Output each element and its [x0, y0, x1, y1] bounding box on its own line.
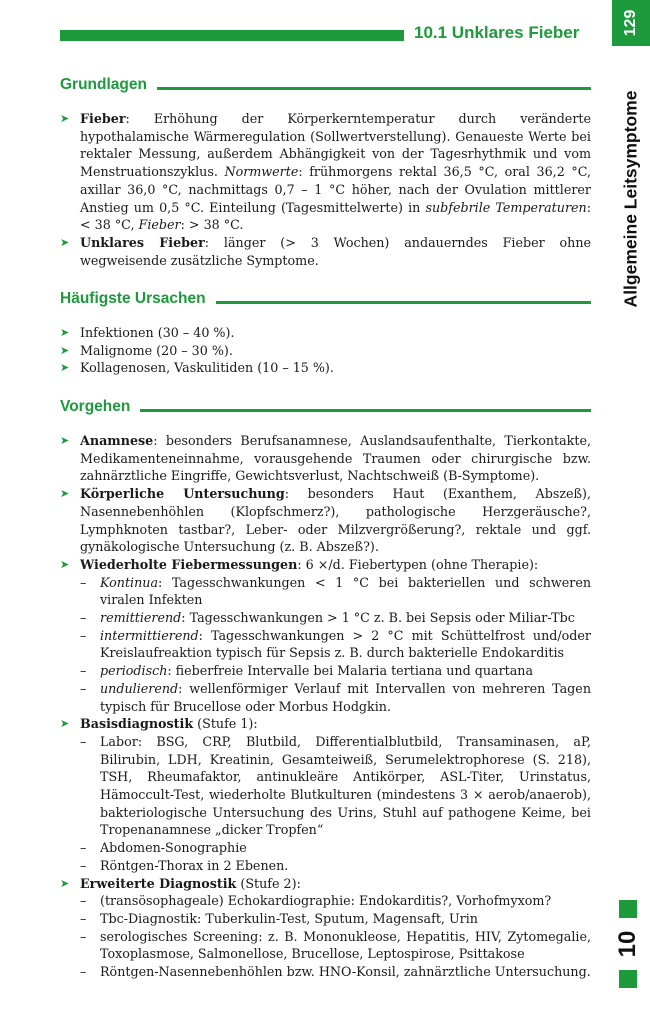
item-text: : frühmorgens rektal 36,5 °C, oral 36,2 °C, axillar 36,0 °C, nachmittags 0,7 – 1 °C höher, nach der Ovulation mittlerer Anstieg um 0,5 °C. Einteilung (Tagesmittelwerte) in: [80, 164, 591, 215]
sub-item-text: Röntgen-Thorax in 2 Ebenen.: [100, 857, 289, 873]
chapter-marker: [619, 900, 637, 918]
sub-item-text: : Tagesschwankungen > 1 °C z. B. bei Sepsis oder Miliar-Tbc: [181, 610, 575, 626]
triangle-bullet-icon: ➤: [60, 434, 70, 447]
triangle-bullet-icon: ➤: [60, 343, 70, 357]
list-item: [60, 342, 591, 360]
dash-bullet-icon: –: [80, 733, 87, 749]
page-number-tab: [612, 0, 650, 46]
term-koerperliche-untersuchung: Körperliche Untersuchung: [80, 486, 285, 502]
triangle-bullet-icon: ➤: [60, 112, 70, 125]
section-heading-grundlagen: [60, 76, 591, 94]
item-text: Kollagenosen, Vaskulitiden (10 – 15 %).: [80, 360, 334, 376]
term-fieber-italic: Fieber: [138, 217, 181, 233]
dash-bullet-icon: –: [80, 680, 87, 696]
chapter-number: [612, 920, 644, 968]
term-subfebril: subfebrile Temperaturen: [425, 199, 587, 215]
sub-item-echokardiographie: [60, 892, 591, 910]
page-number: 129: [622, 9, 639, 37]
dash-bullet-icon: –: [80, 964, 87, 980]
item-text: : Erhöhung der Körperkerntemperatur durch veränderte hypothalamische Wärmeregulation (Sollwertverstellung). Genaueste Werte bei rektaler Messung, außerdem Abhängigkeit von der Tagesrhythmik und vom Menstruationszyklus.: [80, 111, 591, 180]
section-heading-vorgehen: [60, 398, 591, 416]
section-title: 10.1 Unklares Fieber: [414, 23, 580, 42]
dash-bullet-icon: –: [80, 893, 87, 909]
sub-item-undulierend: [60, 680, 591, 715]
item-text: : besonders Berufsanamnese, Auslandsaufenthalte, Tierkontakte, Medikamenteneinnahme, vorausgehende Traumen oder chirurgische bzw. zahnärztliche Eingriffe, Gewichtsverlust, Nachtschweiß (B-Symptome).: [80, 433, 591, 484]
sub-item-text: : wellenförmiger Verlauf mit Intervallen von mehreren Tagen typisch für Brucellose oder Morbus Hodgkin.: [100, 680, 591, 714]
sub-item-text: (transösophageale) Echokardiographie: Endokarditis?, Vorhofmyxom?: [100, 893, 552, 909]
item-text: : < 38 °C,: [80, 199, 591, 233]
triangle-bullet-icon: ➤: [60, 361, 70, 375]
fever-type: Kontinua: [100, 574, 159, 590]
sub-item-periodisch: [60, 662, 591, 680]
section-heading-rule: [216, 301, 591, 304]
dash-bullet-icon: –: [80, 840, 87, 856]
item-text: : > 38 °C.: [180, 217, 244, 233]
sub-item-serologie: [60, 928, 591, 963]
triangle-bullet-icon: ➤: [60, 235, 70, 249]
header-rule: [60, 30, 404, 41]
sub-item-remittierend: [60, 609, 591, 627]
dash-bullet-icon: –: [80, 610, 87, 626]
ursachen-list: [60, 324, 591, 377]
list-item-basisdiagnostik: [60, 715, 591, 733]
sub-item-roentgen-thorax: [60, 857, 591, 875]
list-item-anamnese: [60, 432, 591, 485]
dash-bullet-icon: –: [80, 857, 87, 873]
section-heading-rule: [140, 409, 591, 412]
term-unklares-fieber: Unklares Fieber: [80, 234, 205, 250]
item-text: (Stufe 2):: [236, 875, 301, 891]
section-heading-ursachen: [60, 290, 591, 308]
fever-type: remittierend: [100, 610, 182, 626]
chapter-number-text: 10: [614, 930, 641, 958]
sub-item-text: serologisches Screening: z. B. Mononukleose, Hepatitis, HIV, Zytomegalie, Toxoplasmose, Salmonellose, Brucellose, Leptospirose, Psittakose: [100, 928, 591, 962]
item-text: Malignome (20 – 30 %).: [80, 342, 233, 358]
term-normwerte: Normwerte: [224, 164, 299, 180]
sub-item-nasennebenhoehlen: [60, 963, 591, 981]
sub-item-kontinua: [60, 574, 591, 609]
sub-item-tbc-diagnostik: [60, 910, 591, 928]
fever-type: intermittierend: [100, 627, 199, 643]
grundlagen-list: [60, 110, 591, 269]
dash-bullet-icon: –: [80, 627, 87, 643]
sub-item-text: Röntgen-Nasennebenhöhlen bzw. HNO-Konsil, zahnärztliche Untersuchung.: [100, 964, 591, 980]
list-item: [60, 324, 591, 342]
item-text: Infektionen (30 – 40 %).: [80, 325, 235, 340]
dash-bullet-icon: –: [80, 910, 87, 926]
dash-bullet-icon: –: [80, 663, 87, 679]
sub-item-text: : Tagesschwankungen < 1 °C bei bakteriellen und schweren viralen Infekten: [100, 574, 591, 608]
list-item-fiebermessungen: [60, 556, 591, 574]
sub-item-sonographie: [60, 839, 591, 857]
sub-item-labor: [60, 733, 591, 839]
sub-item-text: Abdomen-Sonographie: [100, 840, 247, 856]
list-item: [60, 359, 591, 377]
section-heading-label: Grundlagen: [60, 76, 147, 93]
list-item-erweiterte-diagnostik: [60, 875, 591, 893]
term-basisdiagnostik: Basisdiagnostik: [80, 716, 194, 732]
sub-item-text: Tbc-Diagnostik: Tuberkulin-Test, Sputum, Magensaft, Urin: [100, 910, 478, 926]
dash-bullet-icon: –: [80, 928, 87, 944]
list-item-unklares-fieber: [60, 234, 591, 269]
item-text: : besonders Haut (Exanthem, Abszeß), Nasennebenhöhlen (Klopfschmerz?), pathologische Herzgeräusche?, Lymphknoten tastbar?, Leber- oder Milzvergrößerung?, rektale und ggf. gynäkologische Untersuchung (z. B. Abszeß?).: [80, 486, 591, 555]
section-heading-rule: [157, 87, 591, 90]
fever-type: periodisch: [100, 663, 168, 679]
triangle-bullet-icon: ➤: [60, 557, 70, 571]
triangle-bullet-icon: ➤: [60, 487, 70, 501]
sub-item-text: : Tagesschwankungen > 2 °C mit Schüttelfrost und/oder Kreislaufreaktion typisch für Sepsis z. B. durch bakterielle Endokarditis: [100, 627, 591, 661]
dash-bullet-icon: –: [80, 574, 87, 590]
term-fieber: Fieber: [80, 111, 126, 126]
section-heading-label: Häufigste Ursachen: [60, 290, 206, 307]
fever-type: undulierend: [100, 680, 179, 696]
list-item-fieber: [60, 110, 591, 234]
list-item-koerperliche-untersuchung: [60, 485, 591, 556]
term-anamnese: Anamnese: [80, 433, 154, 448]
vorgehen-list: [60, 432, 591, 981]
triangle-bullet-icon: ➤: [60, 876, 70, 890]
triangle-bullet-icon: ➤: [60, 326, 70, 339]
term-fiebermessungen: Wiederholte Fiebermessungen: [80, 556, 298, 572]
chapter-marker-square-bottom: [619, 970, 637, 988]
chapter-marker-square-top: [619, 900, 637, 918]
triangle-bullet-icon: ➤: [60, 717, 70, 731]
chapter-side-title: [612, 64, 650, 334]
sub-item-text: : fieberfreie Intervalle bei Malaria tertiana und quartana: [167, 663, 534, 679]
item-text: : länger (> 3 Wochen) andauerndes Fieber ohne wegweisende zusätzliche Symptome.: [80, 234, 591, 268]
sub-item-intermittierend: [60, 627, 591, 662]
item-text: : 6 ×/d. Fiebertypen (ohne Therapie):: [297, 556, 539, 572]
item-text: (Stufe 1):: [193, 716, 258, 732]
section-heading-label: Vorgehen: [60, 398, 131, 415]
term-erweiterte-diagnostik: Erweiterte Diagnostik: [80, 875, 237, 891]
side-title-text: Allgemeine Leitsymptome: [620, 90, 641, 308]
sub-item-text: Labor: BSG, CRP, Blutbild, Differentialblutbild, Transaminasen, aP, Bilirubin, LDH, Kreatinin, Gesamteiweiß, Serumelektrophorese (S. 218), TSH, Rheumafaktor, antinukleäre Antikörper, ASL-Titer, Urinstatus, Hämoccult-Test, wiederholte Blutkulturen (mindestens 3 × aerob/anaerob), bakteriologische Untersuchung des Urins, Stuhl auf pathogene Keime, bei Tropenanamnese „dicker Tropfen“: [100, 733, 591, 838]
